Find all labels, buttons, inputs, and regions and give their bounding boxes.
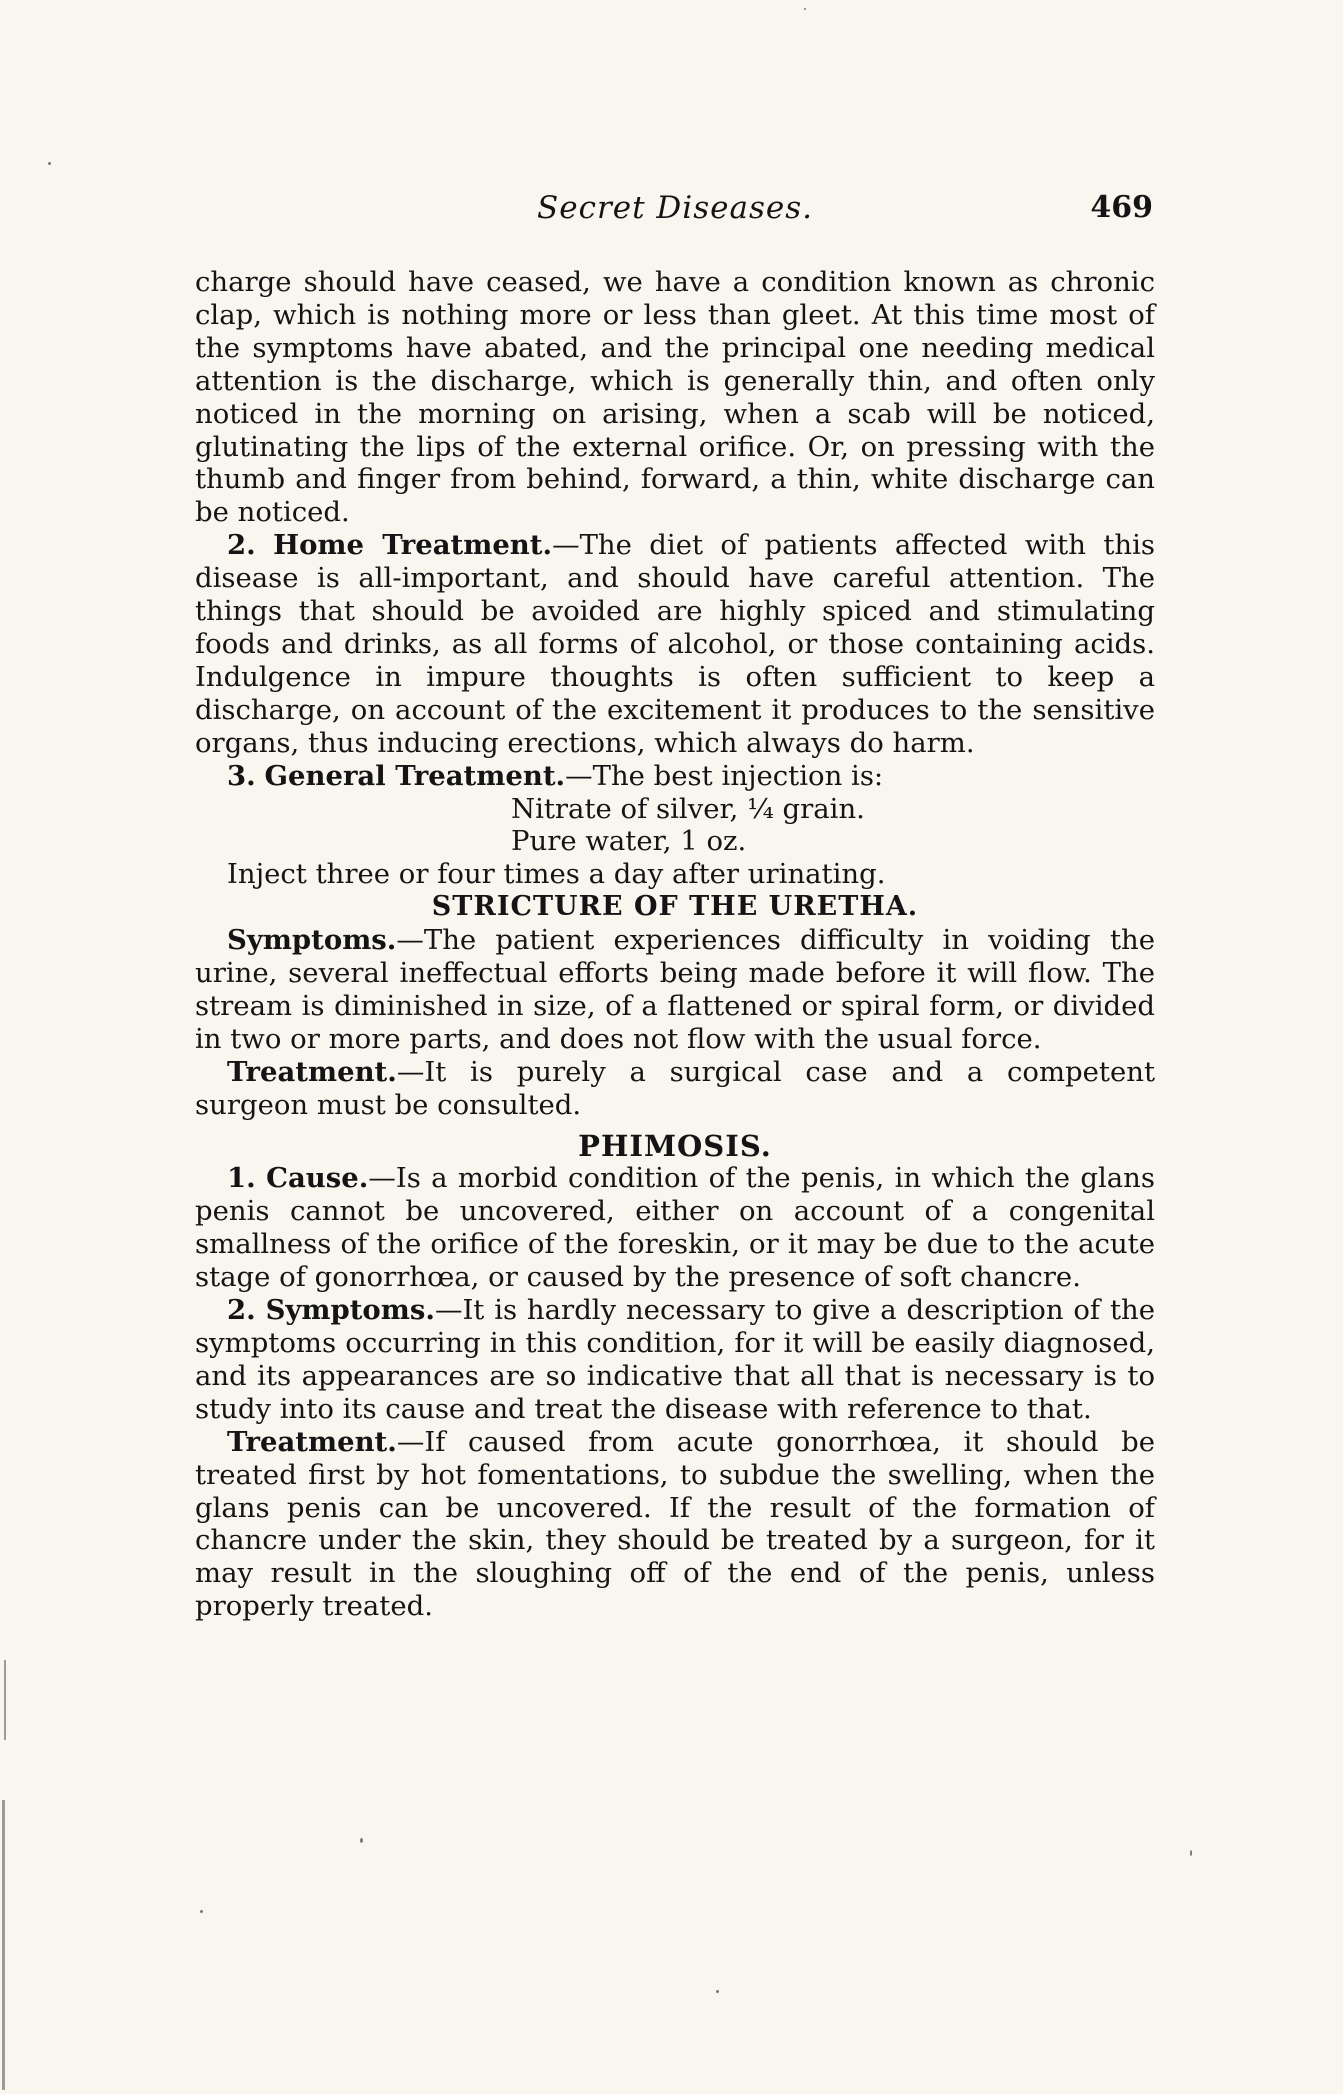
stricture-symptoms-text: —The patient experiences difficulty in voiding the urine, several ineffectual efforts being made before it will flow. The stream is diminished in size, of a flattened or spiral form, or divided in two or more parts, and does not flow with the usual force.	[195, 924, 1155, 1055]
scan-speck	[360, 1838, 363, 1843]
body-text	[195, 266, 1155, 1623]
scan-speck	[804, 8, 806, 10]
run-in-heading-general-treatment: General Treatment.	[264, 759, 566, 792]
scan-speck	[716, 1990, 719, 1993]
paragraph-home-treatment	[195, 529, 1155, 759]
running-head	[195, 190, 1155, 240]
scan-edge-mark	[4, 1660, 6, 1740]
run-in-heading-home-treatment: Home Treatment.	[273, 529, 553, 562]
home-treatment-text: —The diet of patients affected with this disease is all-important, and should have careful attention. The things that should be avoided are highly spiced and stimulating foods and drinks, as all forms of alcohol, or those containing acids. Indulgence in impure thoughts is often sufficient to keep a discharge, on account of the excitement it produces to the sensitive organs, thus inducing erections, which always do harm.	[195, 529, 1155, 759]
phimosis-treatment-text: —If caused from acute gonorrhœa, it should be treated first by hot fomentations, to subdue the swelling, when the glans penis can be uncovered. If the result of the formation of chancre under the skin, they should be treated by a surgeon, for it may result in the sloughing off of the end of the penis, unless properly treated.	[195, 1425, 1155, 1623]
paragraph-general-treatment	[195, 760, 1155, 793]
run-in-heading-treatment: Treatment.	[227, 1055, 397, 1088]
run-in-heading-symptoms: Symptoms.	[227, 924, 397, 957]
injection-instruction: Inject three or four times a day after urinating.	[227, 858, 886, 891]
recipe-line-nitrate: Nitrate of silver, ¼ grain.	[511, 792, 865, 825]
recipe-line-water: Pure water, 1 oz.	[511, 825, 747, 858]
page-number: 469	[1090, 190, 1153, 225]
item-number: 2.	[227, 1294, 256, 1327]
paragraph-phimosis-symptoms	[195, 1294, 1155, 1426]
running-title: Secret Diseases.	[537, 190, 813, 226]
run-in-heading-treatment: Treatment.	[227, 1425, 397, 1458]
general-treatment-text: —The best injection is:	[565, 759, 884, 792]
paragraph-phimosis-cause	[195, 1162, 1155, 1294]
phimosis-cause-text: —Is a morbid condition of the penis, in which the glans penis cannot be uncovered, either on account of a congenital smallness of the orifice of the foreskin, or it may be due to the acute stage of gonorrhœa, or caused by the presence of soft chancre.	[195, 1162, 1156, 1294]
stricture-treatment-text: —It is purely a surgical case and a competent surgeon must be consulted.	[195, 1055, 1155, 1121]
item-number: 2.	[227, 529, 256, 562]
paragraph-chronic-clap: charge should have ceased, we have a condition known as chronic clap, which is nothing more or less than gleet. At this time most of the symptoms have abated, and the principal one needing medical attention is the discharge, which is generally thin, and often only noticed in the morning on arising, when a scab will be noticed, glutinating the lips of the external orifice. Or, on pressing with the thumb and finger from behind, forward, a thin, white discharge can be noticed.	[195, 266, 1155, 529]
scan-speck	[200, 1910, 203, 1913]
phimosis-symptoms-text: —It is hardly necessary to give a description of the symptoms occurring in this condition, for it will be easily diagnosed, and its appearances are so indicative that all that is necessary is to study into its cause and treat the disease with reference to that.	[195, 1294, 1155, 1425]
scan-speck	[1190, 1850, 1192, 1856]
scan-edge-mark	[2, 1800, 5, 2090]
run-in-heading-symptoms: Symptoms.	[265, 1294, 435, 1327]
item-number: 3.	[227, 759, 256, 792]
paragraph-stricture-treatment	[195, 1056, 1155, 1122]
run-in-heading-cause: Cause.	[266, 1162, 369, 1195]
paragraph-stricture-symptoms	[195, 924, 1155, 1056]
paragraph-phimosis-treatment	[195, 1426, 1155, 1623]
item-number: 1.	[227, 1162, 256, 1195]
section-heading-stricture: STRICTURE OF THE URETHA.	[431, 891, 919, 923]
section-heading-phimosis: PHIMOSIS.	[578, 1128, 772, 1163]
scan-speck	[48, 162, 51, 165]
